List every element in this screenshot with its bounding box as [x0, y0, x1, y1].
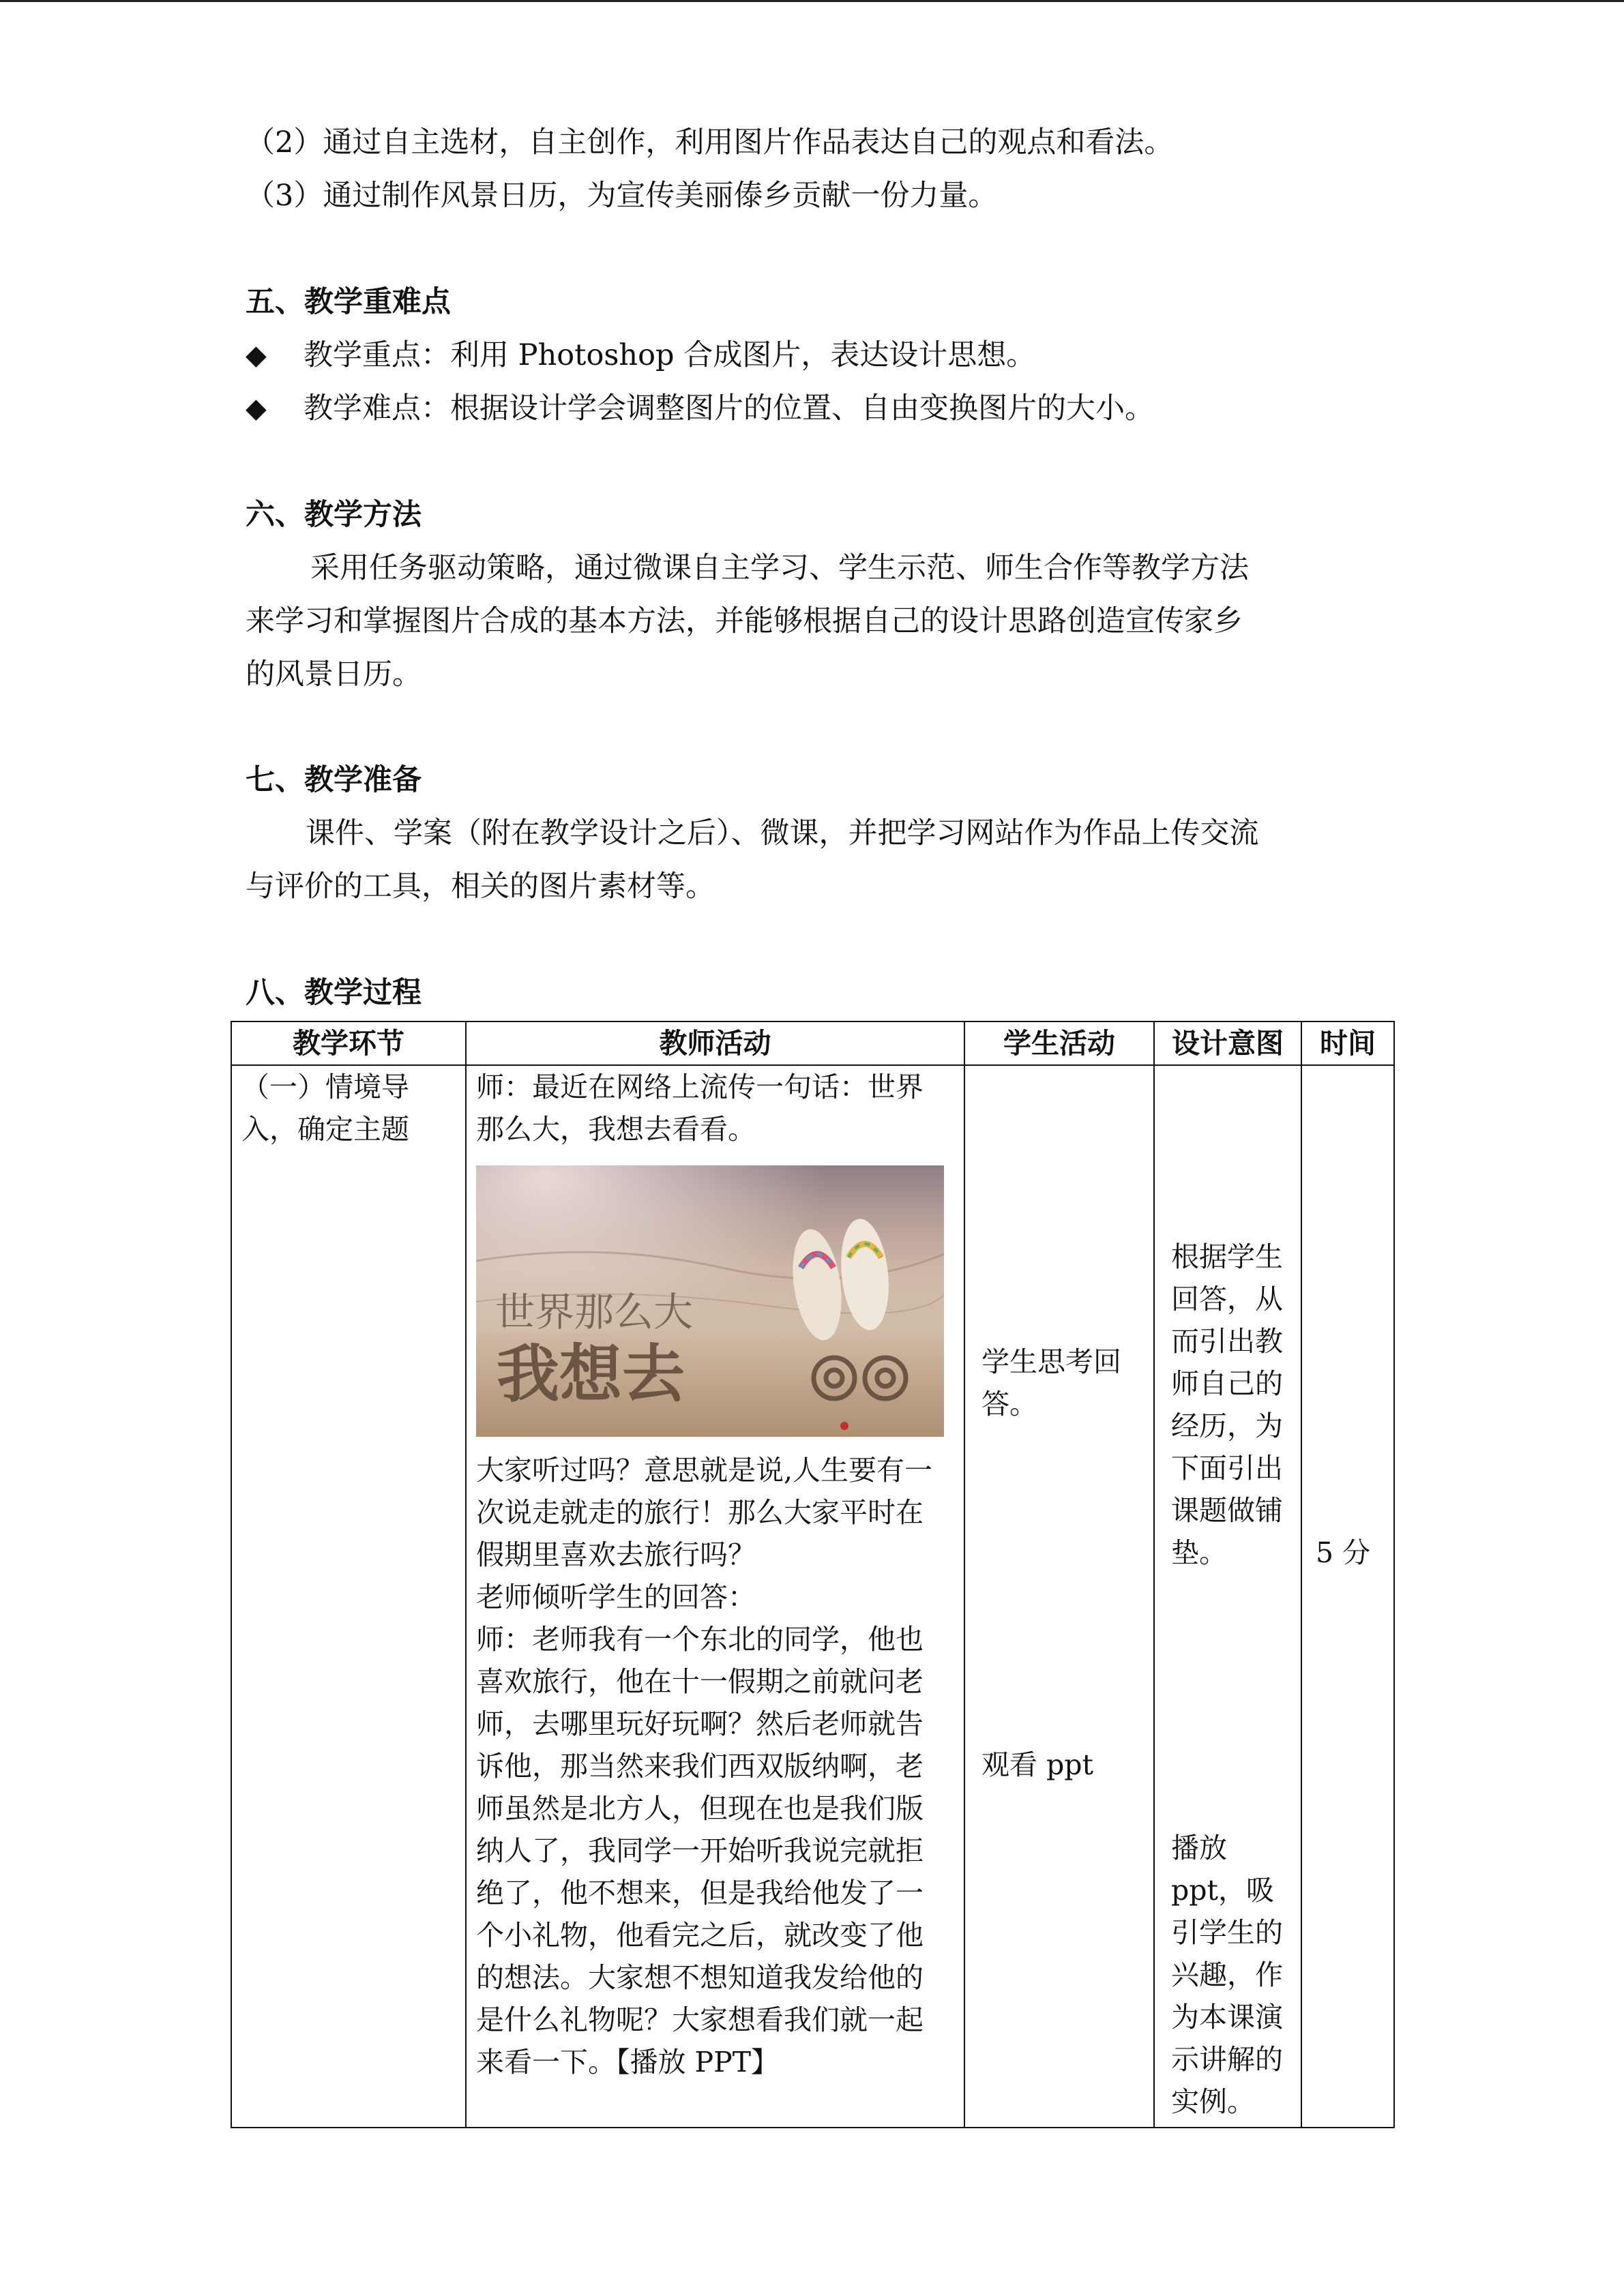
teacher-line: 师虽然是北方人，但现在也是我们版	[476, 1792, 924, 1825]
teacher-line: 那么大，我想去看看。	[476, 1113, 756, 1146]
bullet-diamond-icon: ◆	[246, 340, 267, 371]
method-line-2: 来学习和掌握图片合成的基本方法，并能够根据自己的设计思路创造宣传家乡	[246, 604, 1243, 638]
teacher-line: 绝了，他不想来，但是我给他发了一	[476, 1877, 924, 1909]
teacher-line: 的想法。大家想不想知道我发给他的	[476, 1961, 924, 1994]
stage-line: （一）情境导	[241, 1071, 409, 1103]
objective-line-2: （2）通过自主选材，自主创作，利用图片作品表达自己的观点和看法。	[246, 125, 1174, 160]
table-header-row	[231, 1022, 1394, 1065]
method-line-3: 的风景日历。	[246, 657, 422, 691]
intent-line: ppt，吸	[1171, 1874, 1274, 1907]
teacher-activity-cell	[466, 1065, 964, 2128]
teaching-process-table	[231, 1021, 1395, 2128]
teacher-line: 是什么礼物呢？大家想看我们就一起	[476, 2003, 924, 2036]
student-line: 答。	[981, 1388, 1037, 1420]
difficulty-text: 教学难点：根据设计学会调整图片的位置、自由变换图片的大小。	[304, 391, 1154, 426]
preparation-line-1: 课件、学案（附在教学设计之后）、微课，并把学习网站作为作品上传交流	[306, 816, 1259, 850]
intent-line: 师自己的	[1171, 1367, 1283, 1400]
teacher-line: 个小礼物，他看完之后，就改变了他	[476, 1919, 924, 1952]
teacher-line: 师：最近在网络上流传一句话：世界	[476, 1071, 924, 1103]
student-activity-2	[981, 1744, 1093, 1786]
section-8-heading: 八、教学过程	[246, 976, 422, 1010]
student-line: 观看 ppt	[981, 1748, 1093, 1781]
objective-line-3: （3）通过制作风景日历，为宣传美丽傣乡贡献一份力量。	[246, 179, 998, 213]
sand-writing-line-1: 世界那么大	[495, 1289, 694, 1335]
header-design-intent: 设计意图	[1154, 1022, 1301, 1065]
header-teacher-activity: 教师活动	[466, 1022, 964, 1065]
teacher-line: 假期里喜欢去旅行吗？	[476, 1538, 756, 1571]
intent-line: 为本课演	[1171, 2001, 1283, 2033]
design-intent-1	[1171, 1236, 1283, 1574]
teacher-line: 诉他，那当然来我们西双版纳啊，老	[476, 1750, 924, 1783]
teacher-line: 大家听过吗？意思就是说,人生要有一	[476, 1454, 933, 1487]
intent-line: 经历，为	[1171, 1410, 1283, 1442]
stage-line: 入，确定主题	[241, 1113, 409, 1146]
sand-writing-line-2: 我想去	[497, 1338, 685, 1411]
section-7-heading: 七、教学准备	[246, 763, 422, 797]
teacher-line: 老师倾听学生的回答：	[476, 1581, 756, 1613]
sand-photo-graphic	[476, 1165, 944, 1437]
bullet-diamond-icon: ◆	[246, 393, 267, 424]
teacher-line: 来看一下。【播放 PPT】	[476, 2046, 780, 2078]
intent-line: 示讲解的	[1171, 2043, 1283, 2076]
teacher-line: 师，去哪里玩好玩啊？然后老师就告	[476, 1708, 924, 1740]
beach-sand-writing-photo	[476, 1165, 944, 1437]
intent-line: 播放	[1171, 1832, 1227, 1864]
section-5-heading: 五、教学重难点	[246, 285, 451, 319]
intent-line: 课题做铺	[1171, 1494, 1283, 1527]
preparation-line-2: 与评价的工具，相关的图片素材等。	[246, 869, 715, 904]
teacher-line: 次说走就走的旅行！那么大家平时在	[476, 1496, 924, 1529]
teacher-line: 喜欢旅行，他在十一假期之前就问老	[476, 1665, 924, 1698]
teacher-line: 纳人了，我同学一开始听我说完就拒	[476, 1834, 924, 1867]
watermark-dot-icon	[840, 1422, 848, 1430]
student-line: 学生思考回	[981, 1345, 1121, 1378]
header-time: 时间	[1301, 1022, 1394, 1065]
stage-cell	[231, 1065, 466, 2128]
teacher-line: 师：老师我有一个东北的同学，他也	[476, 1623, 924, 1656]
key-point-text: 教学重点：利用 Photoshop 合成图片，表达设计思想。	[304, 338, 1036, 372]
intent-line: 引学生的	[1171, 1916, 1283, 1949]
student-activity-cell	[964, 1065, 1154, 2128]
page-top-border	[0, 0, 1624, 2]
intent-line: 兴趣，作	[1171, 1958, 1283, 1991]
header-stage: 教学环节	[231, 1022, 466, 1065]
student-activity-1	[981, 1341, 1121, 1425]
time-cell	[1301, 1065, 1394, 2128]
design-intent-2	[1171, 1827, 1283, 2123]
time-value: 5 分	[1316, 1536, 1371, 1569]
intent-line: 下面引出	[1171, 1452, 1283, 1485]
intent-line: 垫。	[1171, 1536, 1227, 1569]
header-student-activity: 学生活动	[964, 1022, 1154, 1065]
intent-line: 实例。	[1171, 2085, 1255, 2118]
design-intent-cell	[1154, 1065, 1301, 2128]
method-line-1: 采用任务驱动策略，通过微课自主学习、学生示范、师生合作等教学方法	[310, 551, 1249, 585]
table-row	[231, 1065, 1394, 2128]
intent-line: 根据学生	[1171, 1240, 1283, 1273]
section-6-heading: 六、教学方法	[246, 498, 422, 532]
intent-line: 而引出教	[1171, 1325, 1283, 1358]
intent-line: 回答，从	[1171, 1283, 1283, 1315]
